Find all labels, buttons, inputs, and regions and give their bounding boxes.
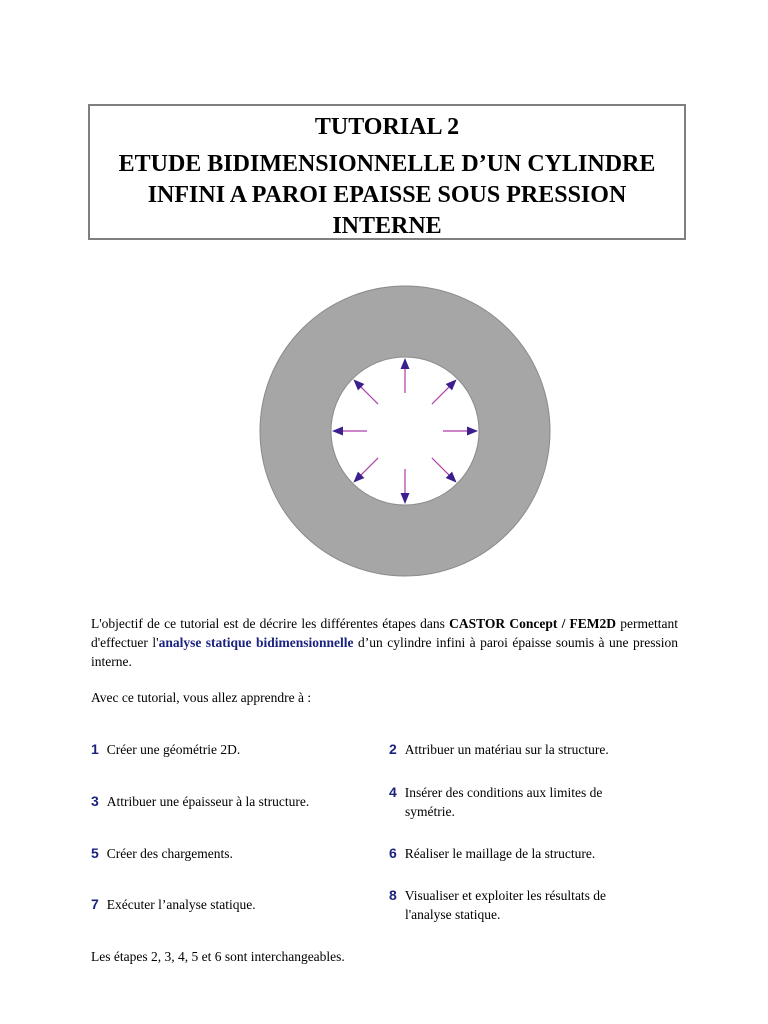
intro-paragraph xyxy=(91,614,678,671)
step-3 xyxy=(91,792,309,811)
step-text: Réaliser le maillage de la structure. xyxy=(404,846,596,861)
step-7 xyxy=(91,895,256,914)
cylinder-pressure-diagram xyxy=(255,283,555,583)
step-4 xyxy=(389,783,602,821)
tutorial-subtitle: ETUDE BIDIMENSIONNELLE D’UN CYLINDRE INFINI A PAROI EPAISSE SOUS PRESSION INTERNE xyxy=(118,151,656,239)
footer-note: Les étapes 2, 3, 4, 5 et 6 sont interchangeables. xyxy=(91,949,345,964)
step-number: 6 xyxy=(389,845,397,861)
step-text: Exécuter l’analyse statique. xyxy=(106,897,256,912)
step-number: 2 xyxy=(389,741,397,757)
step-2 xyxy=(389,740,609,759)
step-text-cont: symétrie. xyxy=(405,804,455,819)
tutorial-title: TUTORIAL 2 xyxy=(314,114,460,140)
product-name: CASTOR Concept / FEM2D xyxy=(449,616,617,631)
step-number: 1 xyxy=(91,741,99,757)
intro-text-3: d’un cylindre infini à paroi épaisse soumis à une pression interne. xyxy=(91,635,678,669)
step-8 xyxy=(389,886,606,924)
intro-highlight: analyse statique bidimensionnelle xyxy=(158,635,354,650)
intro-text-1: L'objectif de ce tutorial est de décrire les différentes étapes dans xyxy=(91,616,450,631)
step-number: 8 xyxy=(389,887,397,903)
step-number: 3 xyxy=(91,793,99,809)
step-6 xyxy=(389,844,595,863)
learn-intro: Avec ce tutorial, vous allez apprendre à : xyxy=(91,690,312,705)
intro-text-2: permettant d'effectuer l' xyxy=(91,616,678,650)
step-number: 5 xyxy=(91,845,99,861)
step-text: Attribuer un matériau sur la structure. xyxy=(404,742,609,757)
step-number: 4 xyxy=(389,784,397,800)
step-text: Attribuer une épaisseur à la structure. xyxy=(106,794,310,809)
step-1 xyxy=(91,740,240,759)
step-text: Créer des chargements. xyxy=(106,846,233,861)
step-text: Insérer des conditions aux limites de xyxy=(404,785,603,800)
step-number: 7 xyxy=(91,896,99,912)
step-text: Visualiser et exploiter les résultats de xyxy=(404,888,607,903)
step-5 xyxy=(91,844,233,863)
title-box xyxy=(88,104,686,240)
step-text-cont: l'analyse statique. xyxy=(405,907,501,922)
step-text: Créer une géométrie 2D. xyxy=(106,742,241,757)
